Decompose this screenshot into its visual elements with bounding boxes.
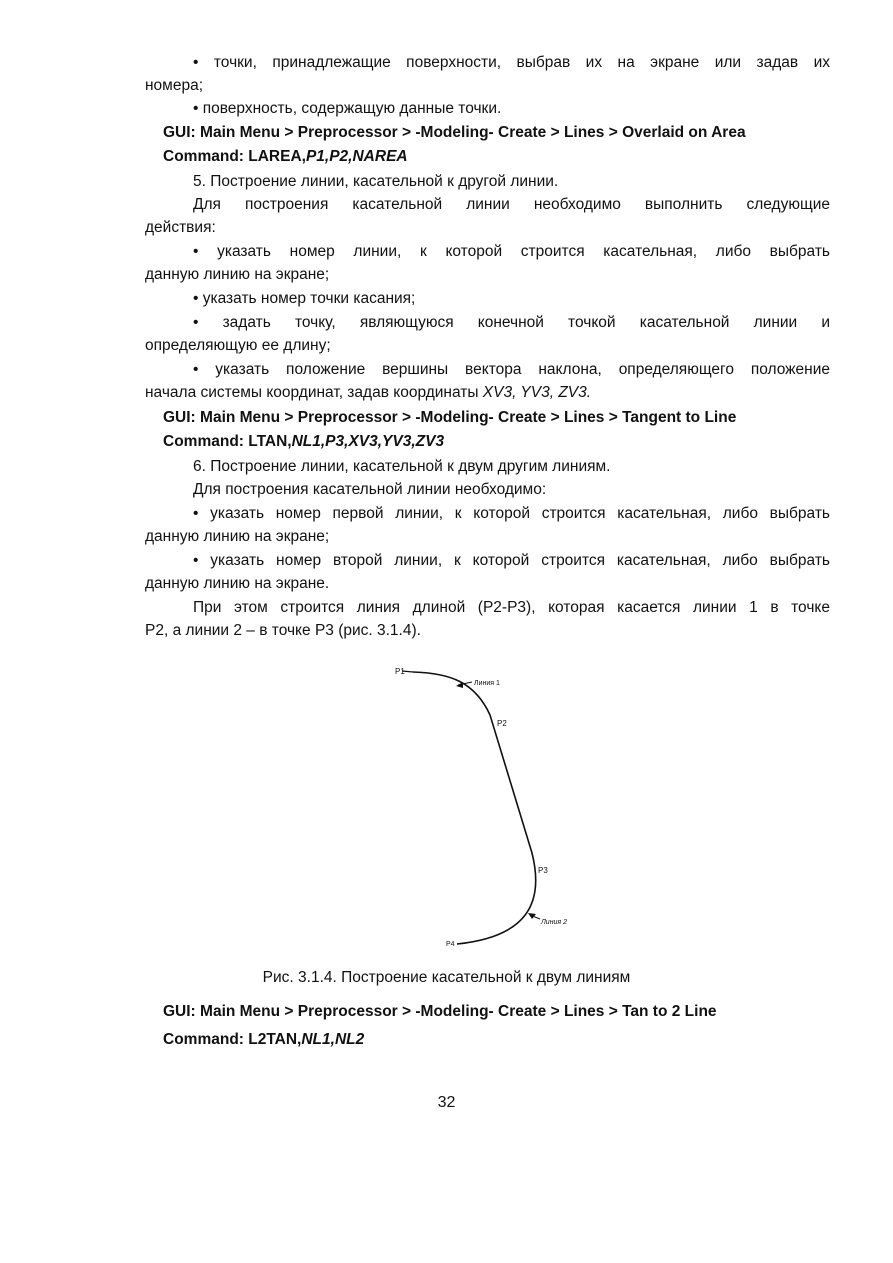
line-label-2: Линия 2 [541, 919, 568, 926]
point-label-p1: P1 [395, 667, 405, 676]
bullet-text-cont [145, 383, 591, 403]
paragraph-text: Для построения касательной линии необходимо выполнить следующие [193, 196, 830, 213]
bullet-text-cont: данную линию на экране. [145, 575, 330, 592]
bullet-text-cont: данную линию на экране; [145, 528, 330, 545]
point-label-p4: P4 [446, 941, 455, 948]
gui-path-2 [163, 408, 736, 428]
bullet-text-cont: номера; [145, 77, 204, 94]
command-label: Command: LAREA, [163, 148, 306, 165]
gui-menu-path: Main Menu > Preprocessor > -Modeling- Create > Lines > Tan to 2 Line [200, 1003, 717, 1020]
curve-path [413, 672, 536, 944]
arrow-icon [528, 913, 536, 919]
bullet-text: • указать номер линии, к которой строится касательная, либо выбрать [193, 243, 830, 260]
paragraph-text: При этом строится линия длиной (P2-P3), которая касается линии 1 в точке [193, 599, 830, 616]
section-5-title: 5. Построение линии, касательной к другой линии. [193, 173, 559, 190]
bullet-text-part: начала системы координат, задав координаты [145, 384, 483, 401]
command-args: NL1,NL2 [301, 1031, 365, 1048]
paragraph-text-cont: P2, а линии 2 – в точке P3 (рис. 3.1.4). [145, 622, 421, 639]
gui-path-1 [163, 123, 746, 143]
command-label: Command: L2TAN, [163, 1031, 302, 1048]
bullet-text: • задать точку, являющуюся конечной точкой касательной линии и [193, 314, 830, 331]
line-label-1: Линия 1 [474, 680, 500, 687]
command-2 [163, 432, 444, 452]
command-args: NL1,P3,XV3,YV3,ZV3 [291, 433, 445, 450]
gui-label: GUI: [163, 124, 201, 141]
gui-label: GUI: [163, 1003, 201, 1020]
command-1 [163, 147, 408, 167]
bullet-text: • указать положение вершины вектора наклона, определяющего положение [193, 361, 830, 378]
point-label-p3: P3 [538, 866, 548, 875]
bullet-text: • указать номер первой линии, к которой строится касательная, либо выбрать [193, 505, 830, 522]
bullet-text: • точки, принадлежащие поверхности, выбрав их на экране или задав их [193, 54, 830, 71]
command-args: P1,P2,NAREA [305, 148, 408, 165]
point-label-p2: P2 [497, 719, 507, 728]
gui-path-3 [163, 1002, 717, 1022]
command-3 [163, 1030, 364, 1050]
bullet-text-cont: данную линию на экране; [145, 266, 330, 283]
gui-label: GUI: [163, 409, 201, 426]
gui-menu-path: Main Menu > Preprocessor > -Modeling- Create > Lines > Tangent to Line [200, 409, 737, 426]
bullet-text: • указать номер точки касания; [193, 290, 416, 307]
gui-menu-path: Main Menu > Preprocessor > -Modeling- Create > Lines > Overlaid on Area [200, 124, 746, 141]
bullet-text-cont: определяющую ее длину; [145, 337, 331, 354]
arrow-icon [456, 682, 463, 688]
paragraph-text: Для построения касательной линии необходимо: [193, 481, 547, 498]
bullet-text: • указать номер второй линии, к которой строится касательная, либо выбрать [193, 552, 830, 569]
tangent-lines-figure [380, 655, 600, 965]
command-label: Command: LTAN, [163, 433, 292, 450]
section-6-title: 6. Построение линии, касательной к двум другим линиям. [193, 458, 611, 475]
bullet-text: • поверхность, содержащую данные точки. [193, 100, 502, 117]
coordinate-names: XV3, YV3, ZV3. [482, 384, 592, 401]
page-number: 32 [437, 1094, 456, 1111]
figure-caption: Рис. 3.1.4. Построение касательной к двум линиям [262, 969, 631, 986]
paragraph-text-cont: действия: [145, 219, 216, 236]
